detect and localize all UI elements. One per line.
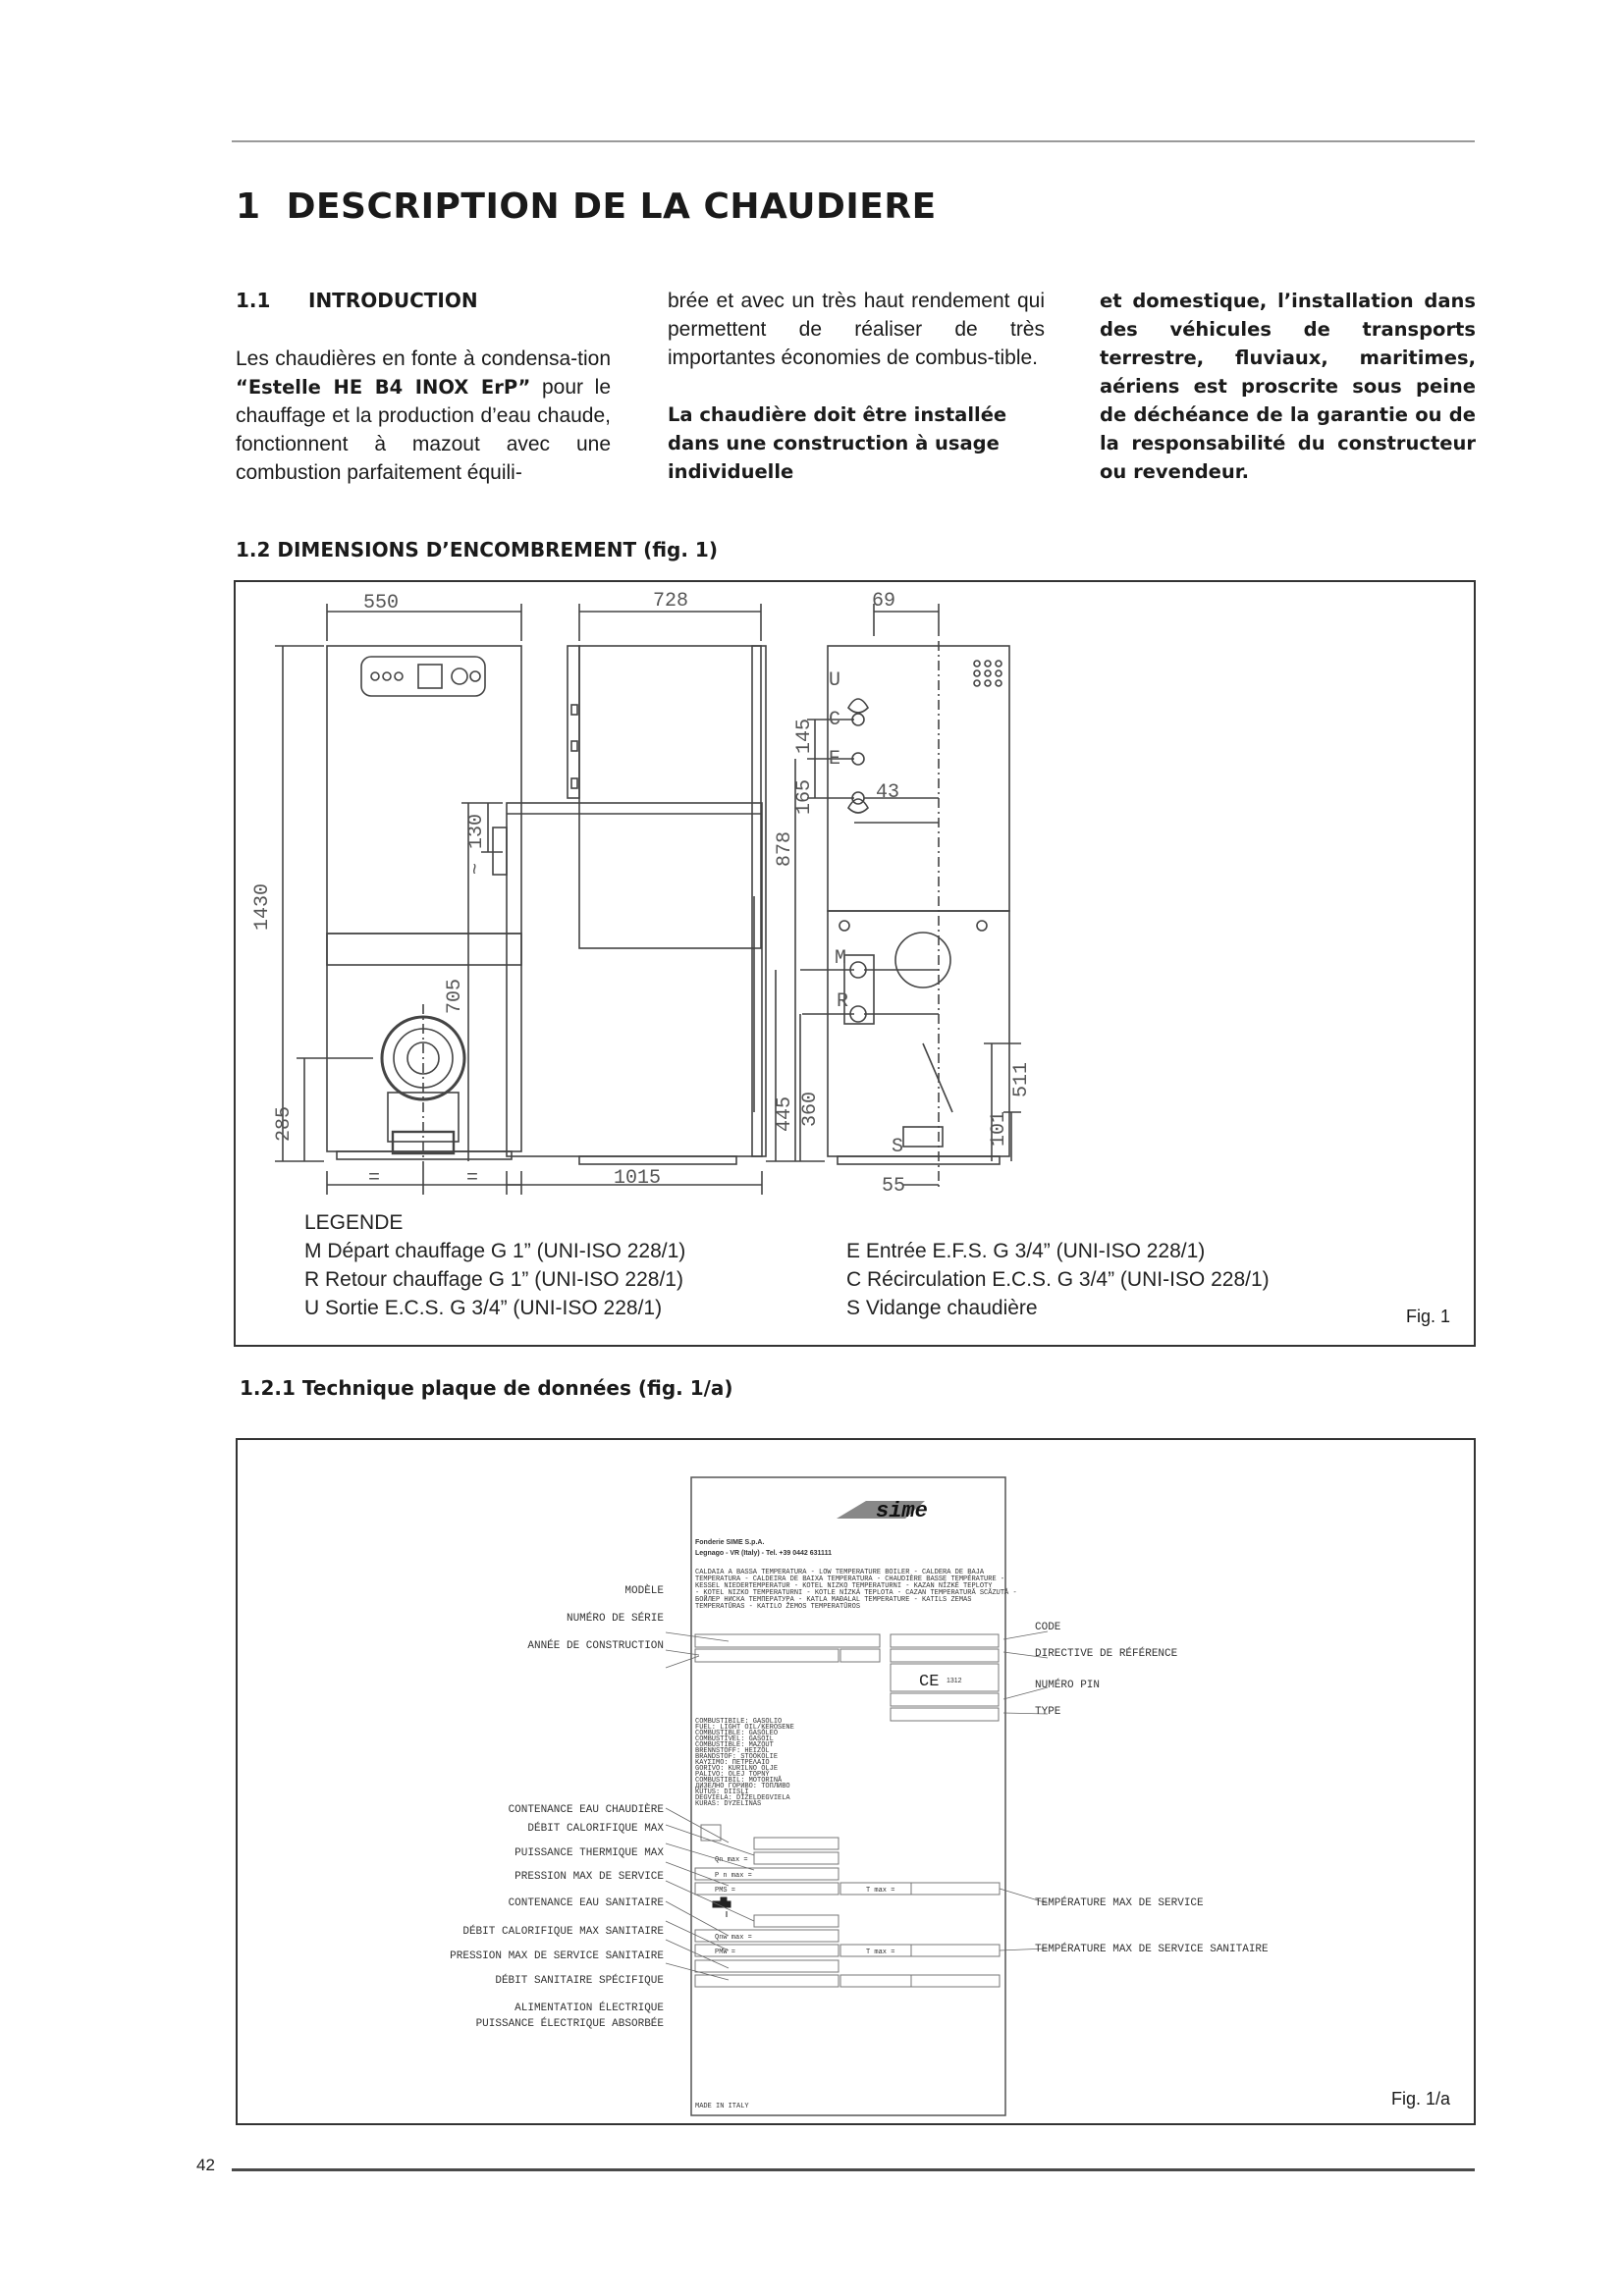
- dim-equal-2: =: [466, 1167, 479, 1190]
- label-annee-construction: ANNÉE DE CONSTRUCTION: [527, 1640, 664, 1652]
- label-pression-max-service-sanitaire: PRESSION MAX DE SERVICE SANITAIRE: [450, 1950, 664, 1962]
- field-pmw: PMW =: [715, 1949, 736, 1956]
- plate-fuel-lines: [695, 1718, 794, 1808]
- letter-E: E: [829, 748, 841, 771]
- fuel-line-4: COMBUSTÍVEL: GASOIL: [695, 1735, 774, 1743]
- letter-R: R: [837, 990, 849, 1013]
- section-title: DESCRIPTION DE LA CHAUDIERE: [286, 187, 937, 227]
- ce-number: 1312: [947, 1678, 962, 1684]
- section-number: 1: [236, 187, 261, 227]
- intro-column-3: [1100, 287, 1476, 486]
- section-heading: [236, 187, 937, 227]
- legend-right: [846, 1237, 1270, 1322]
- back-upper-body: [828, 646, 1009, 911]
- plate-heading: 1.2.1 Technique plaque de données (fig. 1/a): [240, 1376, 733, 1400]
- label-alimentation-electrique: ALIMENTATION ÉLECTRIQUE: [514, 2002, 664, 2014]
- label-contenance-eau-chaudiere: CONTENANCE EAU CHAUDIÈRE: [508, 1804, 664, 1816]
- intro-number: 1.1: [236, 289, 271, 312]
- header-line-2: TEMPERATURA - CALDEIRA DE BAIXA TEMPERATURA - CHAUDIÈRE BASSE TEMPÉRATURE -: [695, 1575, 1005, 1583]
- dim-360: 360: [799, 1091, 822, 1127]
- label-pression-max-service: PRESSION MAX DE SERVICE: [514, 1871, 664, 1883]
- sime-logo: sime: [876, 1499, 928, 1523]
- field-pn: P n max =: [715, 1872, 752, 1880]
- intro-heading: [236, 287, 611, 315]
- letter-S: S: [892, 1136, 904, 1158]
- label-puissance-electrique-absorbee: PUISSANCE ÉLECTRIQUE ABSORBÉE: [475, 2018, 664, 2030]
- header-line-3: KESSEL NIEDERTEMPERATUR - KOTEL NIZKO TEMPERATURNI - KAZAN NÍZKÉ TEPLOTY: [695, 1582, 993, 1590]
- plate-maker: Fonderie SIME S.p.A.: [695, 1539, 765, 1546]
- label-debit-calorifique-max-sanitaire: DÉBIT CALORIFIQUE MAX SANITAIRE: [462, 1926, 664, 1938]
- letter-M: M: [835, 947, 847, 970]
- fuel-line-12: ДИЗЕЛНО ГОРИВО: ТОПЛИВО: [695, 1783, 790, 1790]
- label-puissance-thermique-max: PUISSANCE THERMIQUE MAX: [514, 1847, 664, 1859]
- data-plate-drawing: [238, 1440, 1474, 2123]
- page-number: 42: [196, 2156, 215, 2174]
- legend-item-S: S Vidange chaudière: [846, 1297, 1038, 1319]
- dim-equal-1: =: [368, 1167, 381, 1190]
- dim-511: 511: [1010, 1061, 1033, 1097]
- plate-header-lines: [695, 1569, 1017, 1611]
- dim-728: 728: [653, 590, 689, 613]
- label-numero-pin: NUMÉRO PIN: [1035, 1680, 1101, 1691]
- legend-item-E: E Entrée E.F.S. G 3/4” (UNI-ISO 228/1): [846, 1240, 1206, 1262]
- label-contenance-eau-sanitaire: CONTENANCE EAU SANITAIRE: [508, 1897, 664, 1909]
- product-name: “Estelle HE B4 INOX ErP”: [236, 376, 531, 399]
- intro-paragraph-3: et domestique, l’installation dans des véhicules de transports terrestre, fluviaux, maritimes, aériens est proscrite sous peine de déchéance de la garantie ou de la responsabilité du constructeur ou revendeur.: [1100, 290, 1476, 483]
- intro-paragraph-2: La chaudière doit être installée dans une construction à usage individuelle: [668, 403, 1007, 483]
- fuel-line-1: COMBUSTIBILE: GASOLIO: [695, 1718, 783, 1726]
- dim-285: 285: [273, 1105, 296, 1142]
- label-numero-serie: NUMÉRO DE SÉRIE: [566, 1613, 664, 1625]
- fuel-line-7: BRANDSTOF: STOOKOLIE: [695, 1753, 779, 1761]
- legend-item-R: R Retour chauffage G 1” (UNI-ISO 228/1): [304, 1268, 683, 1291]
- label-modele: MODÈLE: [624, 1585, 664, 1597]
- intro-text-b: pour le chauffage et la production d’eau chaude, fonctionnent à mazout avec une combustion parfaitement équili-: [236, 376, 612, 484]
- field-qn: Qn max =: [715, 1856, 748, 1864]
- side-upper-body: [579, 646, 761, 948]
- dim-550: 550: [363, 592, 400, 614]
- dim-705: 705: [444, 978, 466, 1014]
- field-tmax-2: T max =: [866, 1949, 895, 1956]
- figure-1a-label: Fig. 1/a: [1390, 2089, 1450, 2109]
- header-line-1: CALDAIA A BASSA TEMPERATURA - LOW TEMPERATURE BOILER - CALDERA DE BAJA: [695, 1569, 985, 1576]
- back-lower-body: [828, 911, 1009, 1156]
- label-debit-sanitaire-specifique: DÉBIT SANITAIRE SPÉCIFIQUE: [495, 1975, 664, 1987]
- header-line-5: БОЙЛЕР НИСКА ТЕМПЕРАТУРА - KATLA MAĐALAL TEMPERATURE - KATILS ZEMAS: [695, 1596, 972, 1604]
- label-temperature-max-service-sanitaire: TEMPÉRATURE MAX DE SERVICE SANITAIRE: [1035, 1944, 1269, 1955]
- fuel-line-9: GORIVO: KURILNO OLJE: [695, 1765, 779, 1773]
- bottom-rule: [232, 2168, 1475, 2171]
- intro-title: INTRODUCTION: [308, 289, 478, 312]
- label-temperature-max-service: TEMPÉRATURE MAX DE SERVICE: [1035, 1897, 1204, 1909]
- tap-icon: [713, 1897, 731, 1917]
- intro-column-1: [236, 287, 611, 487]
- letter-C: C: [829, 709, 841, 731]
- side-lower-body: [507, 803, 762, 1156]
- legend-title: LEGENDE: [304, 1211, 404, 1234]
- intro-paragraph-1a: [236, 345, 611, 487]
- figure-1-label: Fig. 1: [1405, 1307, 1450, 1326]
- label-debit-calorifique-max: DÉBIT CALORIFIQUE MAX: [527, 1823, 664, 1835]
- dim-101: 101: [988, 1110, 1010, 1147]
- fuel-line-14: DEGVIELA: DĪZEĻDEGVIELA: [695, 1794, 790, 1802]
- letter-U: U: [829, 669, 841, 692]
- label-type: TYPE: [1035, 1706, 1061, 1718]
- field-pms: PMS =: [715, 1887, 736, 1895]
- legend-item-C: C Récirculation E.C.S. G 3/4” (UNI-ISO 228/1): [846, 1268, 1270, 1291]
- front-upper-body: [327, 646, 521, 965]
- intro-text-a: Les chaudières en fonte à condensa-tion: [236, 347, 611, 370]
- dim-1015: 1015: [614, 1167, 662, 1190]
- dimension-drawing: [236, 582, 1474, 1345]
- fuel-line-2: FUEL: LIGHT OIL/KEROSENE: [695, 1724, 794, 1732]
- dim-878: 878: [774, 830, 796, 867]
- dim-43: 43: [876, 781, 900, 804]
- dim-130: 130: [465, 813, 488, 849]
- fuel-line-11: COMBUSTIBIL: MOTORINĂ: [695, 1777, 783, 1785]
- legend-item-U: U Sortie E.C.S. G 3/4” (UNI-ISO 228/1): [304, 1297, 663, 1319]
- fuel-line-3: COMBUSTIBLE: GASÓLEO: [695, 1730, 779, 1737]
- fuel-line-10: PALIVO: OLEJ TOPNÝ: [695, 1771, 770, 1779]
- dim-165: 165: [793, 778, 816, 815]
- fuel-line-13: KÜTUS: DIISLI: [695, 1789, 749, 1796]
- field-qnw: Qnw max =: [715, 1934, 752, 1942]
- legend-item-M: M Départ chauffage G 1” (UNI-ISO 228/1): [304, 1240, 686, 1262]
- legend-left: [304, 1237, 685, 1322]
- dim-1430: 1430: [251, 882, 274, 931]
- fuel-line-15: KURAS: DYZELINAS: [695, 1800, 762, 1808]
- fuel-line-5: COMBUSTIBLE: MAZOUT: [695, 1741, 774, 1749]
- figure-1-dimensions: [234, 580, 1476, 1347]
- label-code: CODE: [1035, 1622, 1061, 1633]
- header-line-6: TEMPERATŪRAS - KATILO ŽEMOS TEMPERATŪROS: [695, 1603, 861, 1611]
- dimensions-heading: 1.2 DIMENSIONS D’ENCOMBREMENT (fig. 1): [236, 538, 718, 561]
- ce-mark: CE: [919, 1673, 940, 1691]
- label-directive-reference: DIRECTIVE DE RÉFÉRENCE: [1035, 1648, 1178, 1660]
- header-line-4: - KOTEL NIZKO TEMPERATURNI - KOTLE NÍZKÁ TEPLOTA - CAZAN TEMPERATURĂ SCĂZUTĂ -: [695, 1589, 1017, 1597]
- dim-tilde: ~: [465, 862, 488, 875]
- figure-1a-data-plate: [236, 1438, 1476, 2125]
- field-tmax-1: T max =: [866, 1887, 895, 1895]
- dim-69: 69: [872, 590, 896, 613]
- fuel-line-6: BRENNSTOFF: HEIZÖL: [695, 1747, 770, 1755]
- intro-column-2: [668, 287, 1045, 486]
- dim-445: 445: [774, 1095, 796, 1132]
- plate-address: Legnago - VR (Italy) - Tel. +39 0442 631111: [695, 1550, 832, 1557]
- dim-55: 55: [882, 1175, 906, 1198]
- dim-145: 145: [793, 718, 816, 754]
- made-in-italy: MADE IN ITALY: [695, 2103, 749, 2110]
- top-rule: [232, 140, 1475, 142]
- fuel-line-8: ΚΑΥΣΙΜΟ: ΠΕΤΡΕΛΑΙΟ: [695, 1759, 770, 1767]
- intro-paragraph-1c: brée et avec un très haut rendement qui permettent de réaliser de très importantes économies de combus-tible.: [668, 290, 1045, 369]
